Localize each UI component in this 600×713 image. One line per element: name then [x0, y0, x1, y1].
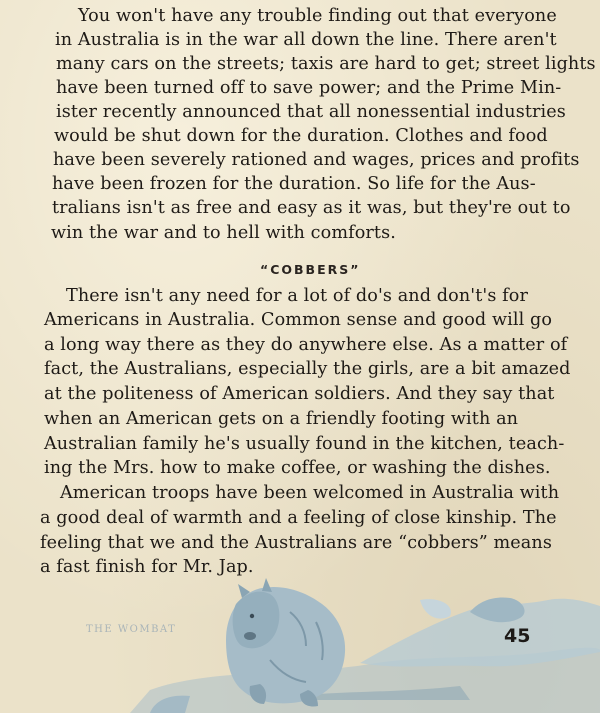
text-line: when an American gets on a friendly footing with an — [44, 409, 519, 429]
text-line: a fast finish for Mr. Jap. — [40, 557, 254, 577]
text-line: ister recently announced that all nonessential industries — [56, 102, 566, 122]
illustration-caption: THE WOMBAT — [86, 624, 177, 635]
text-line: would be shut down for the duration. Clothes and food — [54, 126, 548, 146]
text-line: have been severely rationed and wages, prices and profits — [53, 150, 580, 170]
text-line: You won't have any trouble finding out that everyone — [78, 6, 557, 26]
text-line: many cars on the streets; taxis are hard to get; street lights — [56, 54, 596, 74]
text-line: feeling that we and the Australians are “cobbers” means — [40, 533, 552, 553]
text-line: win the war and to hell with comforts. — [51, 223, 396, 243]
text-line: a good deal of warmth and a feeling of close kinship. The — [40, 508, 557, 528]
text-line: There isn't any need for a lot of do's and don't's for — [66, 286, 528, 306]
page-number: 45 — [504, 625, 531, 647]
text-line: Americans in Australia. Common sense and good will go — [44, 310, 553, 330]
text-line: fact, the Australians, especially the girls, are a bit amazed — [44, 359, 571, 379]
text-line: in Australia is in the war all down the line. There aren't — [55, 30, 557, 50]
text-line: have been turned off to save power; and the Prime Min- — [56, 78, 562, 98]
text-line: at the politeness of American soldiers. And they say that — [44, 384, 555, 404]
section-heading: “COBBERS” — [260, 262, 361, 277]
text-line: ing the Mrs. how to make coffee, or washing the dishes. — [44, 458, 551, 478]
text-line: tralians isn't as free and easy as it was, but they're out to — [52, 198, 571, 218]
text-line: American troops have been welcomed in Australia with — [60, 483, 560, 503]
text-line: have been frozen for the duration. So life for the Aus- — [52, 174, 536, 194]
text-line: Australian family he's usually found in the kitchen, teach- — [44, 434, 565, 454]
text-line: a long way there as they do anywhere else. As a matter of — [44, 335, 568, 355]
